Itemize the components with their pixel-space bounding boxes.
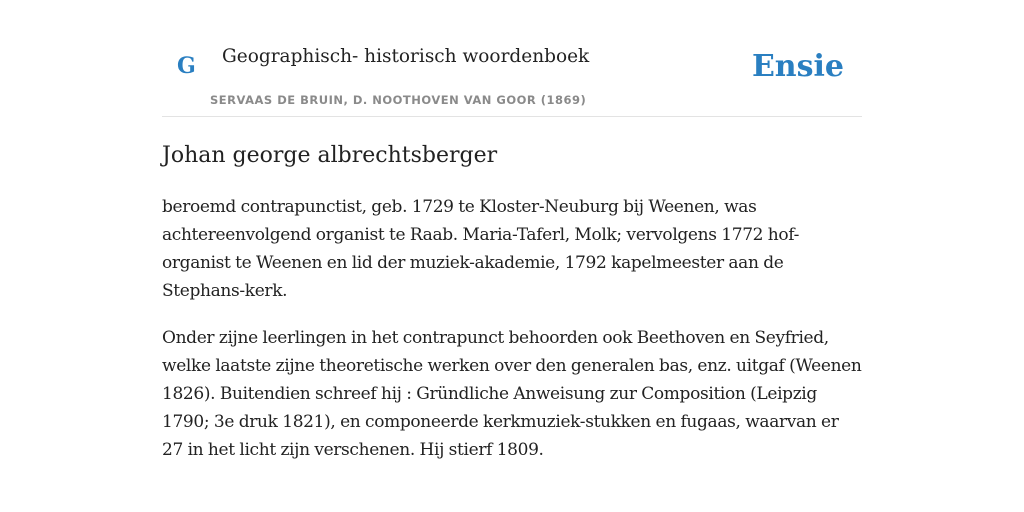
entry-paragraph-1: beroemd contrapunctist, geb. 1729 te Kloster-Neuburg bij Weenen, was achtereenvolgend organist te Raab. Maria-Taferl, Molk; vervolgens 1772 hof-organist te Weenen en lid der muziek-akademie, 1792 kapelmeester aan de Stephans-kerk. <box>162 197 800 302</box>
ensie-logo-link[interactable]: Ensie <box>751 49 844 84</box>
dictionary-logo-icon[interactable]: G <box>177 53 196 79</box>
dictionary-title-link[interactable]: Geographisch- historisch woordenboek <box>222 46 590 67</box>
page-content <box>162 0 862 464</box>
entry-paragraph-2: Onder zijne leerlingen in het contrapunct behoorden ook Beethoven en Seyfried, welke laatste zijne theoretische werken over den generalen bas, enz. uitgaf (Weenen 1826). Buitendien schreef hij : Gründliche Anweisung zur Composition (Leipzig 1790; 3e druk 1821), en componeerde kerkmuziek-stukken en fugaas, waarvan er 27 in het licht zijn verschenen. Hij stierf 1809. <box>162 328 862 461</box>
source-header <box>162 0 862 117</box>
dictionary-author: SERVAAS DE BRUIN, D. NOOTHOVEN VAN GOOR (1869) <box>210 93 587 107</box>
entry-title: Johan george albrechtsberger <box>162 143 498 168</box>
